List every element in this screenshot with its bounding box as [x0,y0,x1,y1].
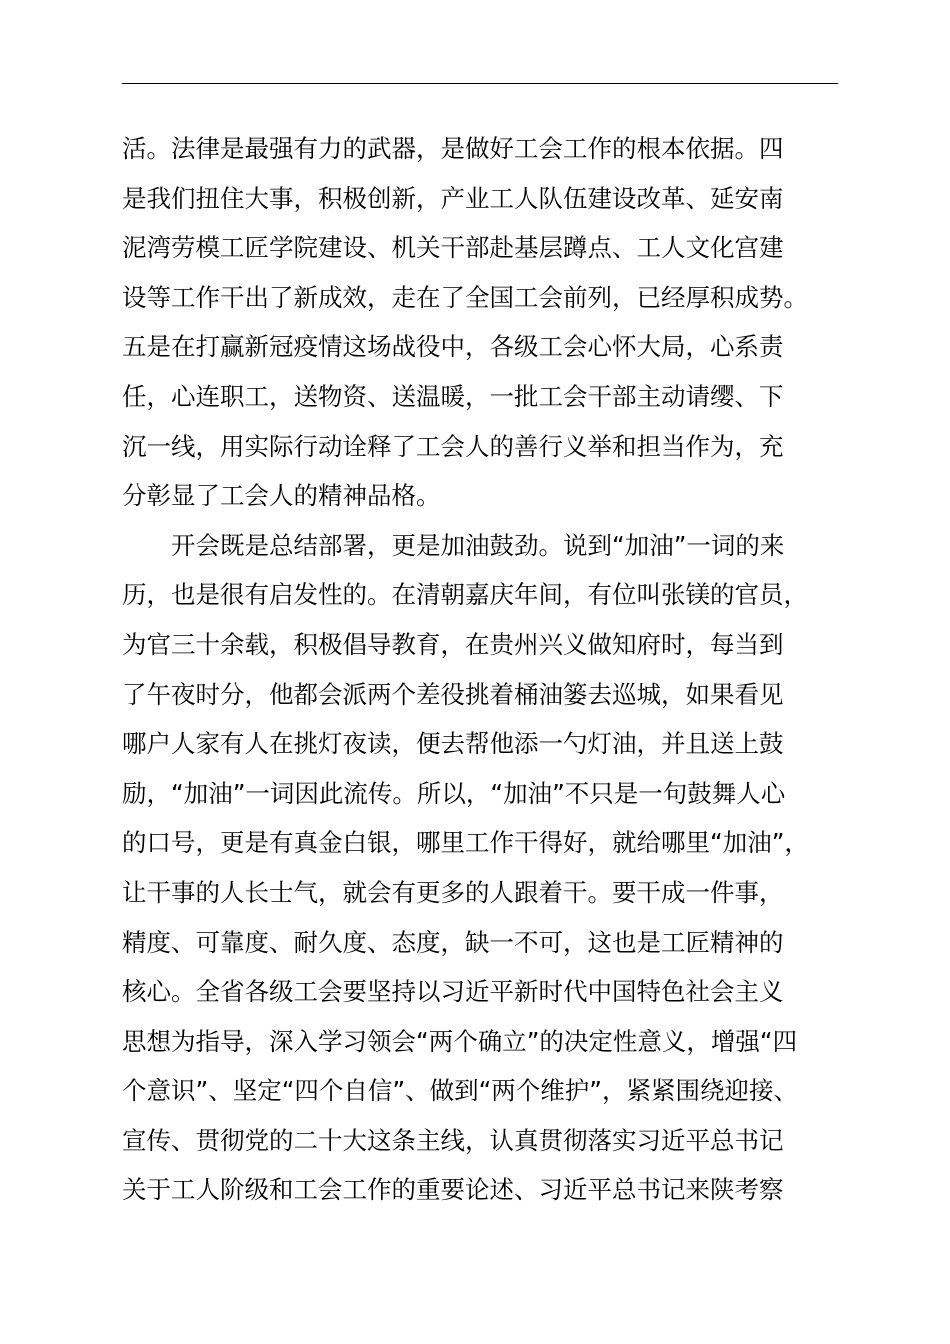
text-line: 核心。全省各级工会要坚持以习近平新时代中国特色社会主义 [122,977,784,1007]
text-line: 的口号，更是有真金白银，哪里工作干得好，就给哪里“加油”， [122,828,809,858]
text-line: 历，也是很有启发性的。在清朝嘉庆年间，有位叫张镁的官员， [122,580,808,610]
body-text [122,124,862,1215]
text-line: 泥湾劳模工匠学院建设、机关干部赴基层蹲点、工人文化宫建 [122,233,784,263]
text-line: 宣传、贯彻党的二十大这条主线，认真贯彻落实习近平总书记 [122,1125,784,1155]
text-line: 五是在打赢新冠疫情这场战役中，各级工会心怀大局，心系责 [122,332,784,362]
text-line: 是我们扭住大事，积极创新，产业工人队伍建设改革、延安南 [122,183,784,213]
paragraph [122,521,862,1215]
text-line: 设等工作干出了新成效，走在了全国工会前列，已经厚积成势。 [122,282,808,312]
text-line: 沉一线，用实际行动诠释了工会人的善行义举和担当作为，充 [122,431,784,461]
text-line: 哪户人家有人在挑灯夜读，便去帮他添一勺灯油，并且送上鼓 [122,729,784,759]
text-line: 任，心连职工，送物资、送温暖，一批工会干部主动请缨、下 [122,381,784,411]
text-line: 开会既是总结部署，更是加油鼓劲。说到“加油”一词的来 [171,530,785,560]
text-line: 关于工人阶级和工会工作的重要论述、习近平总书记来陕考察 [122,1175,784,1205]
text-line: 了午夜时分，他都会派两个差役挑着桶油篓去巡城，如果看见 [122,679,784,709]
text-line: 让干事的人长士气，就会有更多的人跟着干。要干成一件事， [122,877,784,907]
text-line: 个意识”、坚定“四个自信”、做到“两个维护”，紧紧围绕迎接、 [122,1076,798,1106]
text-line: 励，“加油”一词因此流传。所以，“加油”不只是一句鼓舞人心 [122,778,786,808]
paragraph [122,124,862,521]
text-line: 分彰显了工会人的精神品格。 [122,481,441,511]
text-line: 为官三十余载，积极倡导教育，在贵州兴义做知府时，每当到 [122,629,784,659]
text-line: 思想为指导，深入学习领会“两个确立”的决定性意义，增强“四 [122,1026,798,1056]
text-line: 活。法律是最强有力的武器，是做好工会工作的根本依据。四 [122,134,784,163]
header-rule [122,83,838,84]
text-line: 精度、可靠度、耐久度、态度，缺一不可，这也是工匠精神的 [122,927,784,957]
